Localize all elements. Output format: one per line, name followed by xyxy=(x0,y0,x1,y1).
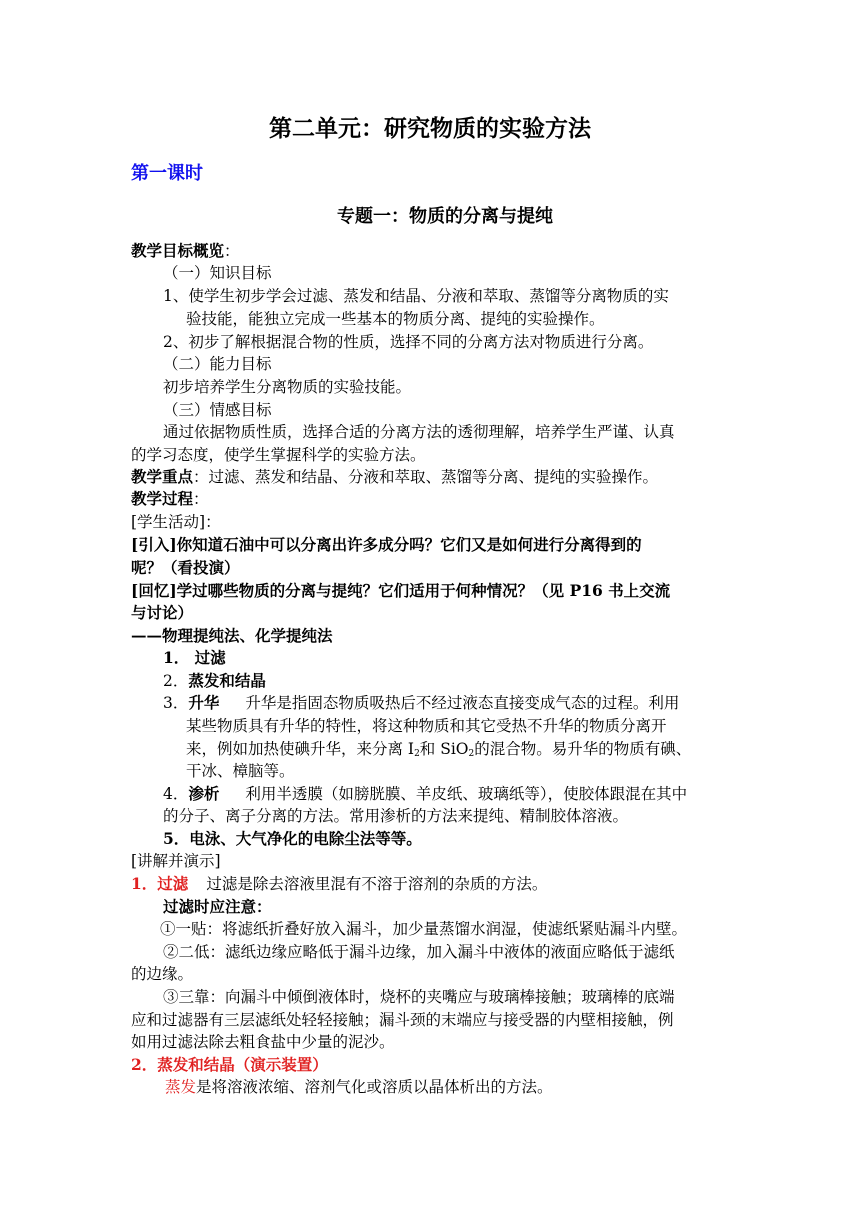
recall-question-cont: 与讨论） xyxy=(131,603,194,622)
filtration-note-1: ①一贴：将滤纸折叠好放入漏斗，加少量蒸馏水润湿，使滤纸紧贴漏斗内壁。 xyxy=(160,920,688,938)
filtration-note-3-cont-1: 应和过滤器有三层滤纸处轻轻接触；漏斗颈的末端应与接受器的内壁相接触，例 xyxy=(131,1011,674,1029)
key-points: 教学重点：过滤、蒸发和结晶、分液和萃取、蒸馏等分离、提纯的实验操作。 xyxy=(131,467,659,486)
method-5: 5．电泳、大气净化的电除尘法等等。 xyxy=(163,829,422,848)
evaporation-heading: 2．蒸发和结晶（演示装置） xyxy=(131,1055,328,1074)
method-4: 4．渗析 利用半透膜（如膀胱膜、羊皮纸、玻璃纸等），使胶体跟混在其中 xyxy=(163,784,688,803)
knowledge-goal-heading: （一）知识目标 xyxy=(163,264,272,282)
knowledge-goal-1: 1、使学生初步学会过滤、蒸发和结晶、分液和萃取、蒸馏等分离物质的实 xyxy=(163,287,669,305)
method-3-cont-1: 某些物质具有升华的特性，将这种物质和其它受热不升华的物质分离开 xyxy=(186,717,667,735)
filtration-note-3: ③三靠：向漏斗中倾倒液体时，烧杯的夹嘴应与玻璃棒接触；玻璃棒的底端 xyxy=(163,988,675,1006)
filtration-heading: 1．过滤 过滤是除去溶液里混有不溶于溶剂的杂质的方法。 xyxy=(131,874,548,893)
method-3: 3．升华 升华是指固态物质吸热后不经过液态直接变成气态的过程。利用 xyxy=(163,693,680,712)
ability-goal-heading: （二）能力目标 xyxy=(163,355,272,373)
filtration-notes-heading: 过滤时应注意： xyxy=(163,897,272,916)
evaporation-text: 蒸发是将溶液浓缩、溶剂气化或溶质以晶体析出的方法。 xyxy=(165,1078,553,1096)
knowledge-goal-1-cont: 验技能，能独立完成一些基本的物质分离、提纯的实验操作。 xyxy=(186,310,605,328)
objectives-heading: 教学目标概览： xyxy=(131,241,240,260)
lesson-heading: 第一课时 xyxy=(131,163,203,184)
method-3-cont-3: 干冰、樟脑等。 xyxy=(186,762,295,780)
process-heading: 教学过程： xyxy=(131,489,209,508)
topic-subtitle: 专题一：物质的分离与提纯 xyxy=(337,206,553,227)
demo-heading: [讲解并演示] xyxy=(131,852,221,870)
intro-question: [引入]你知道石油中可以分离出许多成分吗？它们又是如何进行分离得到的 xyxy=(131,535,642,554)
filtration-note-2: ②二低：滤纸边缘应略低于漏斗边缘，加入漏斗中液体的液面应略低于滤纸 xyxy=(163,943,675,961)
page-title: 第二单元：研究物质的实验方法 xyxy=(269,115,591,142)
emotion-goal-text-cont: 的学习态度，使学生掌握科学的实验方法。 xyxy=(131,446,426,464)
filtration-note-3-cont-2: 如用过滤法除去粗食盐中少量的泥沙。 xyxy=(131,1033,395,1051)
emotion-goal-heading: （三）情感目标 xyxy=(163,401,272,419)
method-2: 2．蒸发和结晶 xyxy=(163,671,266,690)
emotion-goal-text: 通过依据物质性质，选择合适的分离方法的透彻理解，培养学生严谨、认真 xyxy=(163,423,675,441)
method-3-cont-2: 来，例如加热使碘升华，来分离 $I_2$和 SiO$_2$的混合物。易升华的物质有碘、 xyxy=(186,740,692,759)
recall-question: [回忆]学过哪些物质的分离与提纯？它们适用于何种情况？（见 P16 书上交流 xyxy=(131,581,671,600)
student-activity: [学生活动]： xyxy=(131,513,221,531)
intro-question-cont: 呢？（看投演） xyxy=(131,558,240,577)
ability-goal-text: 初步培养学生分离物质的实验技能。 xyxy=(163,378,412,396)
knowledge-goal-2: 2、初步了解根据混合物的性质，选择不同的分离方法对物质进行分离。 xyxy=(163,333,654,351)
filtration-note-2-cont: 的边缘。 xyxy=(131,965,194,983)
method-1: 1． 过滤 xyxy=(163,648,226,667)
method-4-cont: 的分子、离子分离的方法。常用渗析的方法来提纯、精制胶体溶液。 xyxy=(163,807,629,825)
methods-line: ——物理提纯法、化学提纯法 xyxy=(131,626,333,645)
